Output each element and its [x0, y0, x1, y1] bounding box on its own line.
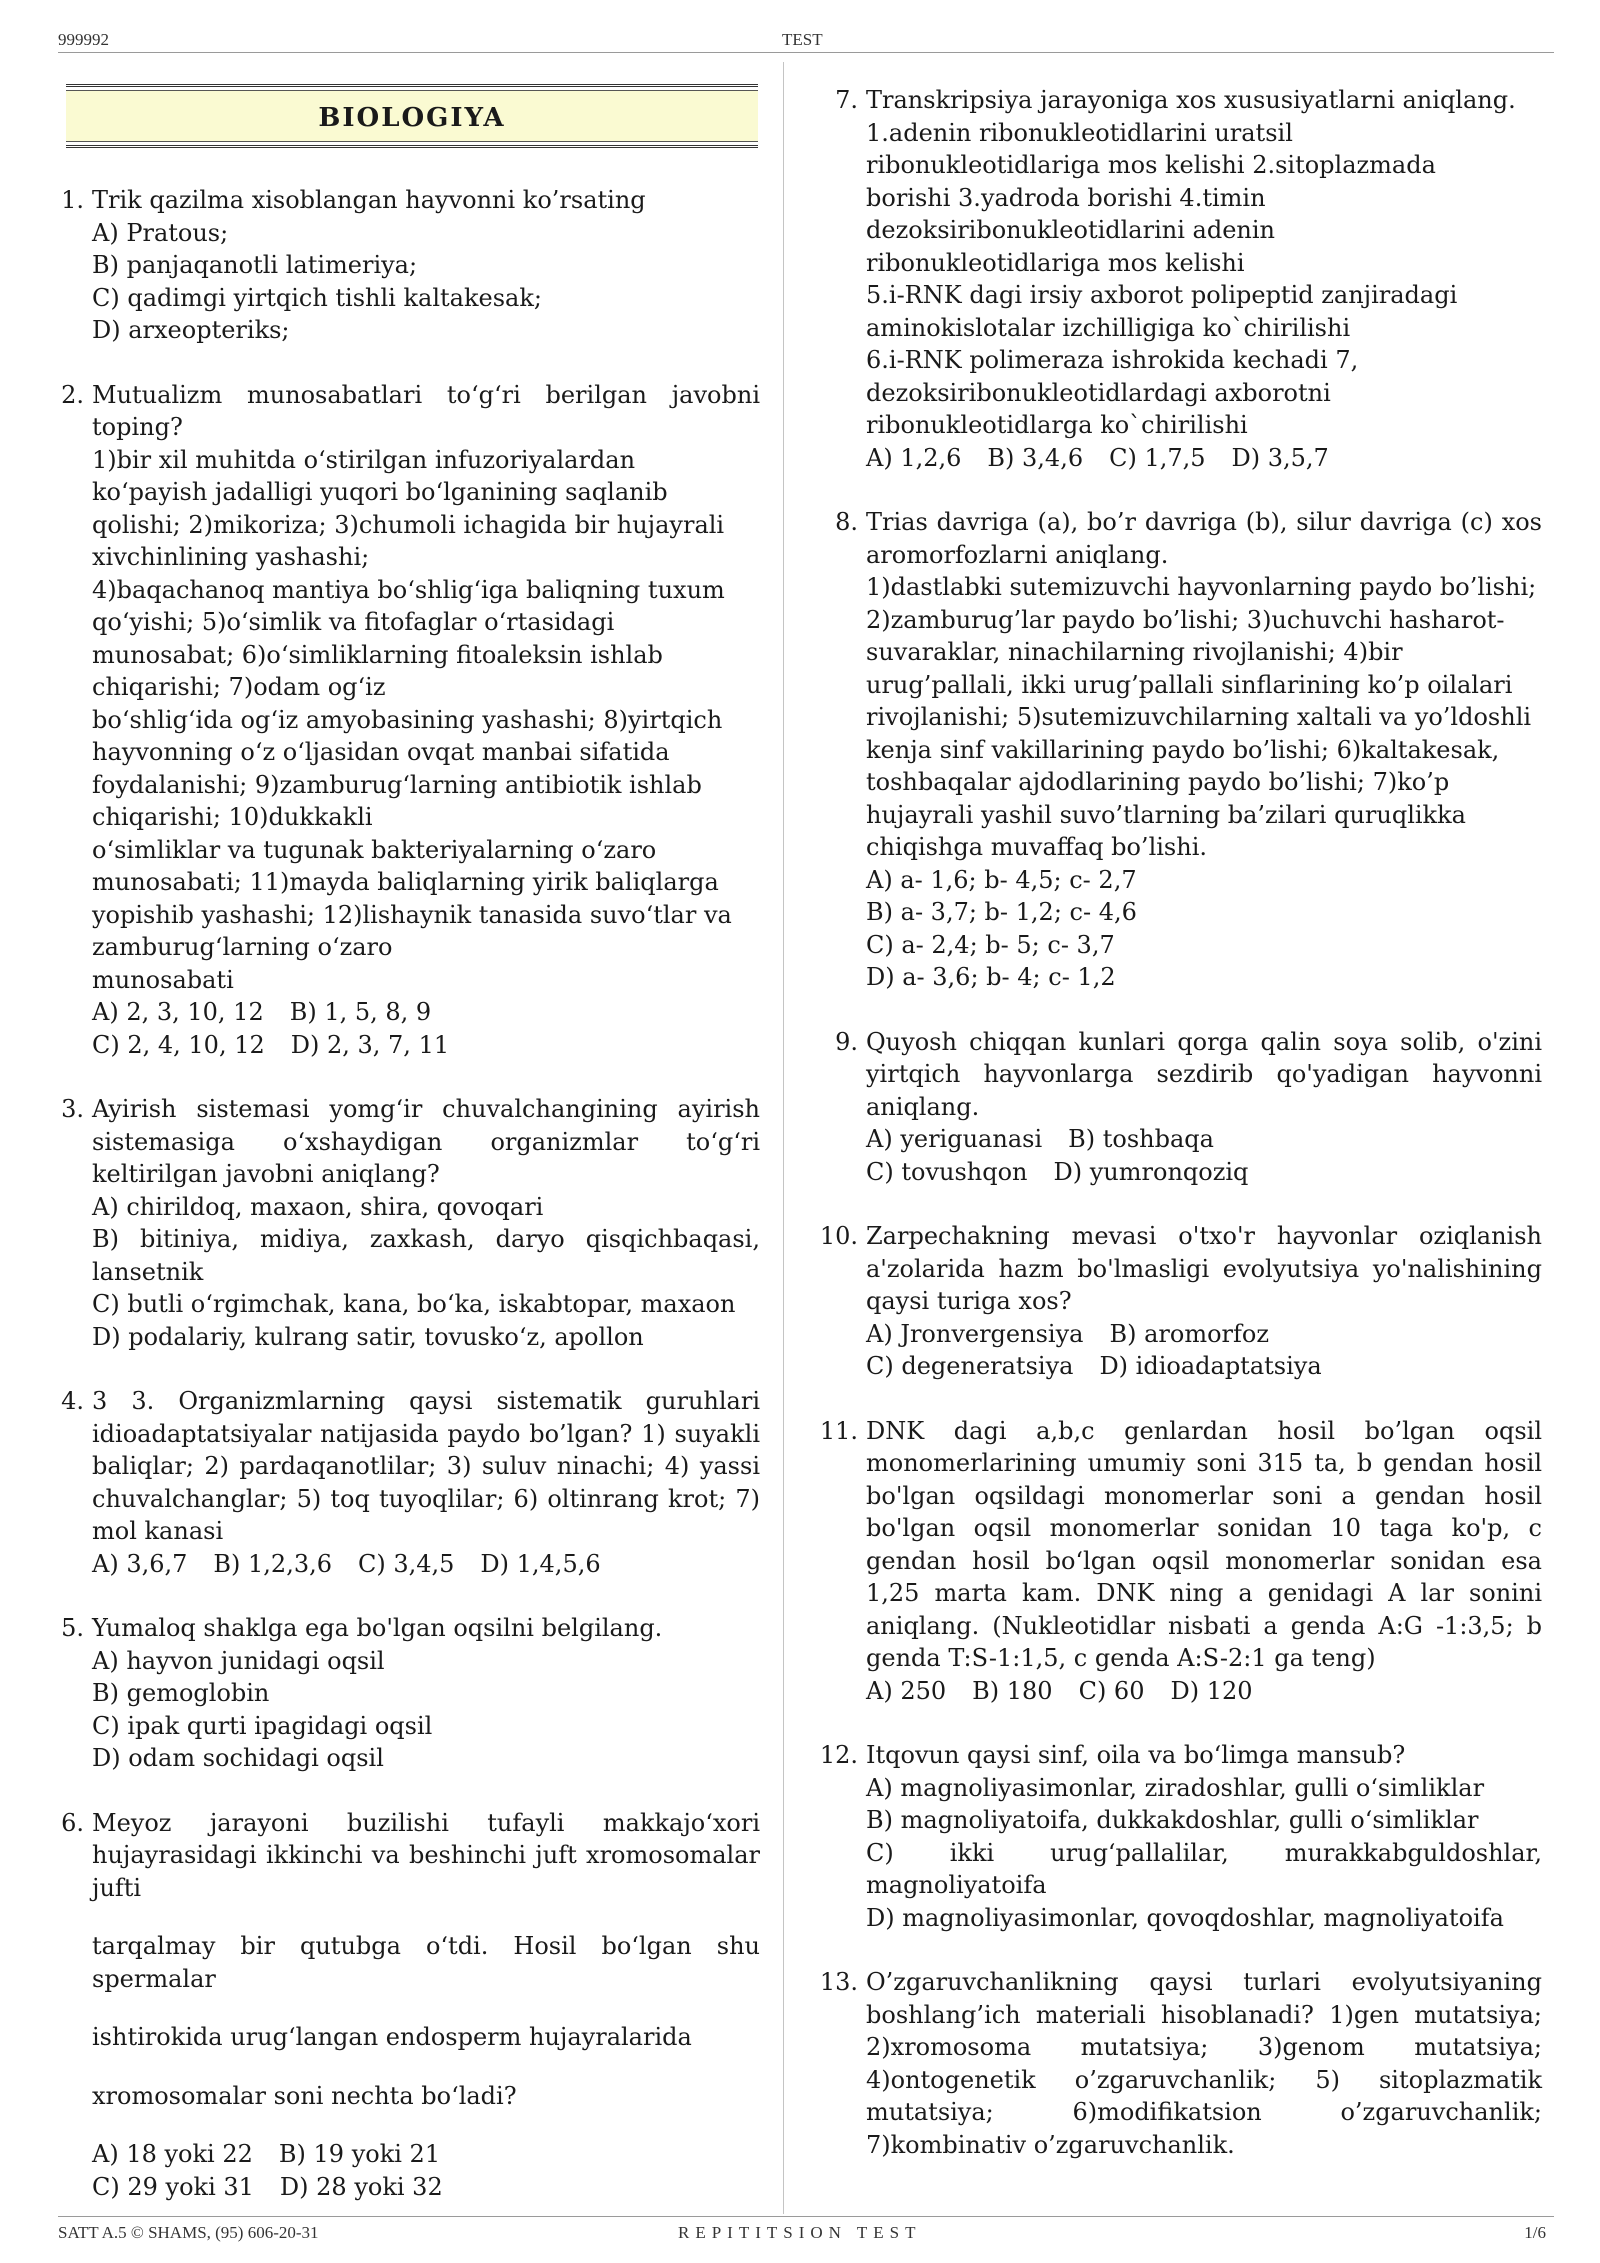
answer-option: B) aromorfoz	[1109, 1319, 1269, 1348]
question-line: C) butli oʻrgimchak, kana, boʻka, iskabtopar, maxaon	[92, 1290, 736, 1318]
page-header	[58, 28, 1554, 53]
page-footer	[58, 2216, 1554, 2243]
question-number: 8.	[835, 508, 858, 536]
answer-option: C) 3,4,5	[357, 1549, 455, 1578]
answer-option: C) 2, 4, 10, 12	[92, 1030, 265, 1059]
question-text: Itqovun qaysi sinf, oila va boʻlimga mansub?	[866, 1741, 1406, 1769]
answer-option: B) toshbaqa	[1068, 1125, 1214, 1153]
subject-banner	[66, 84, 758, 148]
question-line: suvaraklar, ninachilarning rivojlanishi; 4)bir	[866, 638, 1403, 666]
question-number: 6.	[61, 1808, 84, 1837]
question-line: munosabat; 6)oʻsimliklarning fitoaleksin ishlab	[92, 640, 663, 669]
question-text: Yumaloq shaklga ega bo'lgan oqsilni belgilang.	[92, 1614, 663, 1642]
question-line: aminokislotalar izchilligiga ko`chirilishi	[866, 313, 1351, 342]
question-line: A) magnoliyasimonlar, ziradoshlar, gulli oʻsimliklar	[866, 1773, 1485, 1802]
question-item	[812, 1415, 1542, 1708]
question-line: boʻshligʻida ogʻiz amyobasining yashashi; 8)yirtqich	[92, 705, 723, 734]
question-item	[812, 84, 1542, 474]
question-body	[866, 1966, 1542, 2161]
answer-options-row	[92, 2138, 760, 2171]
question-body	[92, 1612, 760, 1775]
question-line: C) ikki urugʻpallalilar, murakkabguldoshlar, magnoliyatoifa	[866, 1838, 1542, 1899]
question-item	[812, 1026, 1542, 1189]
question-line: munosabati; 11)mayda baliqlarning yirik baliqlarga	[92, 868, 719, 896]
question-number: 11.	[819, 1416, 858, 1445]
question-line: B) bitiniya, midiya, zaxkash, daryo qisqichbaqasi, lansetnik	[92, 1225, 760, 1286]
question-number: 4.	[61, 1387, 84, 1415]
question-line: 1)bir xil muhitda oʻstirilgan infuzoriyalardan	[92, 445, 636, 474]
question-line: 2)zamburug’lar paydo bo’lishi; 3)uchuvchi hasharot-	[866, 605, 1505, 634]
answer-option: B) 1,2,3,6	[213, 1549, 332, 1578]
answer-option: C) 60	[1078, 1676, 1145, 1705]
answer-options-row	[92, 2171, 760, 2204]
footer-title: REPITITSION TEST	[678, 2223, 922, 2242]
question-text: Quyosh chiqqan kunlari qorga qalin soya solib, o'zini yirtqich hayvonlarga sezdirib qo'yadigan hayvonni aniqlang.	[866, 1027, 1542, 1121]
question-paragraph: Meyoz jarayoni buzilishi tufayli makkajoʻxori hujayrasidagi ikkinchi va beshinchi juft xromosomalar jufti	[92, 1808, 760, 1902]
paragraph-gap	[92, 2112, 760, 2138]
question-text: 3 3. Organizmlarning qaysi sistematik guruhlari idioadaptatsiyalar natijasida paydo bo’lgan? 1) suyakli baliqlar; 2) pardaqanotlilar; 3) suluv ninachi; 4) yassi chuvalchanglar; 5) toq tuyoqlilar; 6) oltinrang krot; 7) mol kanasi	[92, 1387, 760, 1545]
question-item	[50, 1612, 760, 1775]
question-line: koʻpayish jadalligi yuqori boʻlganining saqlanib	[92, 478, 668, 506]
question-line: 5.i-RNK dagi irsiy axborot polipeptid zanjiradagi	[866, 281, 1458, 309]
answer-option: D) idioadaptatsiya	[1099, 1352, 1322, 1380]
question-number: 12.	[819, 1741, 858, 1769]
answer-option: A) 2, 3, 10, 12	[92, 998, 264, 1026]
question-body	[92, 1385, 760, 1580]
question-line: D) magnoliyasimonlar, qovoqdoshlar, magnoliyatoifa	[866, 1903, 1504, 1932]
question-line: C) qadimgi yirtqich tishli kaltakesak;	[92, 283, 542, 312]
answer-option: B) 3,4,6	[987, 443, 1084, 472]
answer-option: D) 1,4,5,6	[480, 1549, 601, 1578]
question-item	[50, 379, 760, 1062]
question-line: A) Pratous;	[92, 218, 229, 247]
question-item	[812, 506, 1542, 994]
question-line: yopishib yashashi; 12)lishaynik tanasida suvoʻtlar va	[92, 900, 732, 929]
answer-option: C) degeneratsiya	[866, 1352, 1074, 1380]
answer-option: D) 120	[1170, 1676, 1253, 1705]
paragraph-gap	[92, 1904, 760, 1930]
question-number: 2.	[61, 380, 84, 409]
question-number: 3.	[61, 1095, 84, 1123]
footer-copyright: SATT A.5 © SHAMS, (95) 606-20-31	[58, 2223, 319, 2242]
question-line: ribonukleotidlariga mos kelishi 2.sitoplazmada	[866, 151, 1436, 179]
question-body	[866, 1220, 1542, 1383]
question-paragraph: ishtirokida urugʻlangan endosperm hujayralarida	[92, 2023, 692, 2051]
question-line: D) arxeopteriks;	[92, 316, 290, 344]
page-number: 1/6	[1524, 2223, 1546, 2242]
answer-option: B) 1, 5, 8, 9	[289, 998, 432, 1026]
question-item	[50, 1093, 760, 1353]
question-number: 10.	[819, 1222, 858, 1250]
answer-options-row	[92, 996, 760, 1029]
answer-option: D) 2, 3, 7, 11	[290, 1030, 450, 1059]
question-line: urug’pallali, ikki urug’pallali sinflarining ko’p oilalari	[866, 670, 1513, 699]
answer-option: A) Jronvergensiya	[866, 1319, 1084, 1348]
subject-title: BIOLOGIYA	[66, 90, 758, 142]
question-line: toshbaqalar ajdodlarining paydo bo’lishi; 7)ko’p	[866, 768, 1450, 796]
question-line: zamburugʻlarning oʻzaro	[92, 933, 393, 961]
question-paragraph: tarqalmay bir qutubga oʻtdi. Hosil boʻlgan shu spermalar	[92, 1932, 760, 1993]
paragraph-gap	[92, 2054, 760, 2080]
answer-options-row	[866, 1318, 1542, 1351]
answer-options-row	[866, 1675, 1542, 1708]
question-number: 5.	[61, 1614, 84, 1642]
question-line: xivchinlining yashashi;	[92, 543, 370, 571]
question-body	[866, 1415, 1542, 1708]
answer-options-row	[866, 1156, 1542, 1189]
answer-option: A) 3,6,7	[92, 1549, 188, 1578]
answer-option: D) 28 yoki 32	[279, 2172, 443, 2201]
answer-option: A) 1,2,6	[866, 443, 962, 472]
question-text: Ayirish sistemasi yomgʻir chuvalchangining ayirish sistemasiga oʻxshaydigan organizmlar toʻgʻri keltirilgan javobni aniqlang?	[92, 1095, 760, 1188]
answer-option: A) yeriguanasi	[866, 1125, 1043, 1153]
question-line: ribonukleotidlarga ko`chirilishi	[866, 411, 1248, 439]
question-line: B) magnoliyatoifa, dukkakdoshlar, gulli oʻsimliklar	[866, 1806, 1479, 1834]
question-line: munosabati	[92, 965, 234, 994]
question-text: Zarpechakning mevasi o'txo'r hayvonlar oziqlanish a'zolarida hazm bo'lmasligi evolyutsiya yo'nalishining qaysi turiga xos?	[866, 1222, 1542, 1315]
question-item	[50, 1385, 760, 1580]
header-title: TEST	[782, 30, 823, 49]
answer-options-row	[866, 1123, 1542, 1156]
question-body	[866, 1026, 1542, 1189]
answer-options-row	[866, 442, 1542, 475]
question-text: Mutualizm munosabatlari toʻgʻri berilgan javobni toping?	[92, 380, 760, 441]
answer-option: C) tovushqon	[866, 1157, 1028, 1186]
question-line: chiqishga muvaffaq bo’lishi.	[866, 833, 1207, 861]
question-line: C) a- 2,4; b- 5; c- 3,7	[866, 930, 1115, 959]
question-line: B) a- 3,7; b- 1,2; c- 4,6	[866, 898, 1137, 926]
answer-option: A) 250	[866, 1676, 947, 1705]
question-item	[50, 1807, 760, 2204]
question-item	[812, 1966, 1542, 2161]
question-number: 9.	[835, 1027, 858, 1056]
question-line: hayvonning oʻz oʻljasidan ovqat manbai sifatida	[92, 738, 670, 766]
question-line: qolishi; 2)mikoriza; 3)chumoli ichagida bir hujayrali	[92, 510, 725, 539]
question-line: 1.adenin ribonukleotidlarini uratsil	[866, 118, 1293, 147]
answer-option: B) 180	[972, 1676, 1053, 1705]
question-text: Trias davriga (a), bo’r davriga (b), silur davriga (c) xos aromorfozlarni aniqlang.	[866, 508, 1542, 569]
question-number: 13.	[819, 1968, 858, 1996]
question-body	[92, 1807, 760, 2204]
answer-options-row	[92, 1548, 760, 1581]
question-line: ribonukleotidlariga mos kelishi	[866, 248, 1245, 277]
question-line: 4)baqachanoq mantiya boʻshligʻiga baliqning tuxum	[92, 575, 725, 604]
question-line: D) podalariy, kulrang satir, tovuskoʻz, apollon	[92, 1322, 644, 1351]
question-text: Trik qazilma xisoblangan hayvonni ko’rsating	[92, 186, 646, 214]
question-line: C) ipak qurti ipagidagi oqsil	[92, 1711, 433, 1740]
question-item	[812, 1220, 1542, 1383]
question-body	[92, 184, 760, 347]
question-paragraph: xromosomalar soni nechta boʻladi?	[92, 2081, 517, 2110]
question-line: foydalanishi; 9)zamburugʻlarning antibiotik ishlab	[92, 770, 702, 799]
question-body	[92, 379, 760, 1062]
question-body	[92, 1093, 760, 1353]
question-line: borishi 3.yadroda borishi 4.timin	[866, 183, 1266, 212]
column-divider	[783, 62, 784, 2214]
question-line: dezoksiribonukleotidlardagi axborotni	[866, 378, 1331, 407]
question-line: B) gemoglobin	[92, 1679, 270, 1707]
question-line: chiqarishi; 7)odam ogʻiz	[92, 673, 386, 701]
question-line: 6.i-RNK polimeraza ishrokida kechadi 7,	[866, 346, 1359, 374]
answer-option: C) 1,7,5	[1109, 443, 1206, 472]
question-line: hujayrali yashil suvo’tlarning ba’zilari quruqlikka	[866, 800, 1466, 829]
question-line: oʻsimliklar va tugunak bakteriyalarning oʻzaro	[92, 835, 657, 864]
right-column	[812, 62, 1542, 2193]
question-line: A) chirildoq, maxaon, shira, qovoqari	[92, 1192, 544, 1221]
question-number: 7.	[835, 86, 858, 114]
question-text: O’zgaruvchanlikning qaysi turlari evolyutsiyaning boshlang’ich materiali hisoblanadi? 1)gen mutatsiya; 2)xromosoma mutatsiya; 3)genom mutatsiya; 4)ontogenetik o’zgaruvchanlik; 5) sitoplazmatik mutatsiya; 6)modifikatsion o’zgaruvchanlik; 7)kombinativ o’zgaruvchanlik.	[866, 1968, 1542, 2159]
question-body	[866, 1739, 1542, 1934]
answer-option: A) 18 yoki 22	[92, 2140, 253, 2168]
paragraph-gap	[92, 1995, 760, 2021]
question-body	[866, 506, 1542, 994]
question-text: Transkripsiya jarayoniga xos xususiyatlarni aniqlang.	[866, 86, 1516, 114]
answer-option: D) yumronqoziq	[1053, 1157, 1249, 1186]
question-line: rivojlanishi; 5)sutemizuvchilarning xaltali va yo’ldoshli	[866, 703, 1532, 731]
doc-code: 999992	[58, 30, 109, 49]
question-line: dezoksiribonukleotidlarini adenin	[866, 216, 1275, 244]
question-body	[866, 84, 1542, 474]
question-line: 1)dastlabki sutemizuvchi hayvonlarning paydo bo’lishi;	[866, 573, 1537, 601]
question-line: qoʻyishi; 5)oʻsimlik va fitofaglar oʻrtasidagi	[92, 608, 615, 636]
left-question-list	[50, 184, 760, 2203]
question-line: D) odam sochidagi oqsil	[92, 1744, 384, 1772]
answer-options-row	[866, 1350, 1542, 1383]
answer-option: B) 19 yoki 21	[278, 2140, 441, 2168]
question-line: A) a- 1,6; b- 4,5; c- 2,7	[866, 865, 1137, 894]
question-line: kenja sinf vakillarining paydo bo’lishi; 6)kaltakesak,	[866, 735, 1500, 764]
answer-option: C) 29 yoki 31	[92, 2172, 254, 2201]
question-line: B) panjaqanotli latimeriya;	[92, 251, 418, 279]
question-line: A) hayvon junidagi oqsil	[92, 1646, 385, 1675]
question-line: D) a- 3,6; b- 4; c- 1,2	[866, 963, 1116, 991]
question-text: DNK dagi a,b,c genlardan hosil bo’lgan oqsil monomerlarining umumiy soni 315 ta, b gendan hosil bo'lgan oqsildagi monomerlar soni a gendan hosil bo'lgan oqsil monomerlar sonidan 10 taga ko'p, c gendan hosil boʻlgan oqsil monomerlar sonidan esa 1,25 marta kam. DNK ning a genidagi A lar sonini aniqlang. (Nukleotidlar nisbati a genda A:G -1:3,5; b genda T:S-1:1,5, c genda A:S-2:1 ga teng)	[866, 1416, 1542, 1672]
answer-options-row	[92, 1029, 760, 1062]
question-item	[812, 1739, 1542, 1934]
question-number: 1.	[61, 186, 84, 214]
left-column	[50, 62, 760, 2235]
right-question-list	[812, 84, 1542, 2161]
answer-option: D) 3,5,7	[1231, 443, 1329, 472]
question-line: chiqarishi; 10)dukkakli	[92, 803, 373, 831]
question-item	[50, 184, 760, 347]
